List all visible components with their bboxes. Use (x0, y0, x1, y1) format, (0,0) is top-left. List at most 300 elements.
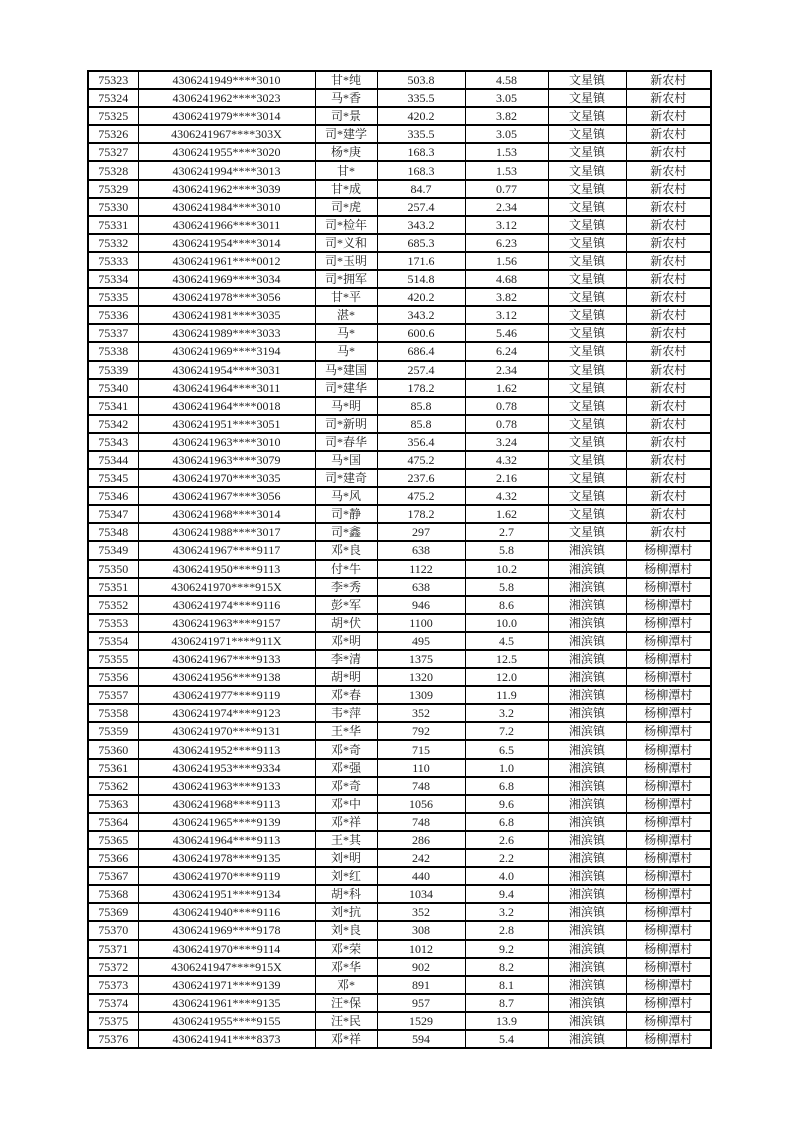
id-number-cell: 4306241974****9116 (138, 596, 315, 614)
value-2-cell: 6.5 (465, 740, 548, 758)
village-cell: 杨柳潭村 (626, 650, 711, 668)
index-cell: 75363 (88, 795, 138, 813)
value-2-cell: 4.0 (465, 867, 548, 885)
town-cell: 文星镇 (548, 397, 626, 415)
town-cell: 湘滨镇 (548, 632, 626, 650)
id-number-cell: 4306241964****9113 (138, 831, 315, 849)
table-row (88, 1030, 711, 1048)
index-cell: 75341 (88, 397, 138, 415)
name-cell: 马*建国 (315, 361, 377, 379)
name-cell: 甘*成 (315, 180, 377, 198)
town-cell: 文星镇 (548, 107, 626, 125)
town-cell: 文星镇 (548, 270, 626, 288)
index-cell: 75329 (88, 180, 138, 198)
id-number-cell: 4306241977****9119 (138, 686, 315, 704)
value-2-cell: 3.2 (465, 704, 548, 722)
value-2-cell: 4.32 (465, 487, 548, 505)
table-row (88, 958, 711, 976)
value-1-cell: 286 (377, 831, 465, 849)
name-cell: 司*静 (315, 505, 377, 523)
value-1-cell: 957 (377, 994, 465, 1012)
value-1-cell: 168.3 (377, 143, 465, 161)
town-cell: 文星镇 (548, 433, 626, 451)
id-number-cell: 4306241971****911X (138, 632, 315, 650)
id-number-cell: 4306241941****8373 (138, 1030, 315, 1048)
id-number-cell: 4306241951****3051 (138, 415, 315, 433)
town-cell: 湘滨镇 (548, 795, 626, 813)
table-row (88, 451, 711, 469)
value-2-cell: 3.05 (465, 125, 548, 143)
name-cell: 司*检年 (315, 216, 377, 234)
name-cell: 甘*纯 (315, 71, 377, 89)
id-number-cell: 4306241967****3056 (138, 487, 315, 505)
name-cell: 马*明 (315, 397, 377, 415)
village-cell: 新农村 (626, 198, 711, 216)
table-row (88, 632, 711, 650)
name-cell: 马* (315, 342, 377, 360)
village-cell: 新农村 (626, 89, 711, 107)
table-row (88, 379, 711, 397)
value-2-cell: 6.8 (465, 813, 548, 831)
town-cell: 湘滨镇 (548, 867, 626, 885)
value-1-cell: 420.2 (377, 288, 465, 306)
table-row (88, 234, 711, 252)
table-row (88, 342, 711, 360)
index-cell: 75354 (88, 632, 138, 650)
table-row (88, 740, 711, 758)
table-row (88, 903, 711, 921)
town-cell: 湘滨镇 (548, 777, 626, 795)
village-cell: 新农村 (626, 324, 711, 342)
value-2-cell: 2.16 (465, 469, 548, 487)
index-cell: 75347 (88, 505, 138, 523)
town-cell: 湘滨镇 (548, 831, 626, 849)
name-cell: 司*春华 (315, 433, 377, 451)
town-cell: 湘滨镇 (548, 740, 626, 758)
village-cell: 杨柳潭村 (626, 541, 711, 559)
value-1-cell: 1100 (377, 614, 465, 632)
village-cell: 杨柳潭村 (626, 795, 711, 813)
table-row (88, 143, 711, 161)
value-1-cell: 792 (377, 722, 465, 740)
value-2-cell: 9.4 (465, 885, 548, 903)
value-1-cell: 946 (377, 596, 465, 614)
value-1-cell: 84.7 (377, 180, 465, 198)
index-cell: 75353 (88, 614, 138, 632)
name-cell: 刘*明 (315, 849, 377, 867)
value-2-cell: 8.2 (465, 958, 548, 976)
town-cell: 文星镇 (548, 71, 626, 89)
value-1-cell: 594 (377, 1030, 465, 1048)
table-row (88, 795, 711, 813)
index-cell: 75331 (88, 216, 138, 234)
town-cell: 湘滨镇 (548, 813, 626, 831)
name-cell: 邓*奇 (315, 740, 377, 758)
village-cell: 杨柳潭村 (626, 867, 711, 885)
name-cell: 甘*平 (315, 288, 377, 306)
village-cell: 杨柳潭村 (626, 777, 711, 795)
id-number-cell: 4306241954****3014 (138, 234, 315, 252)
value-2-cell: 3.82 (465, 107, 548, 125)
town-cell: 湘滨镇 (548, 976, 626, 994)
name-cell: 邓*春 (315, 686, 377, 704)
id-number-cell: 4306241950****9113 (138, 560, 315, 578)
value-1-cell: 1529 (377, 1012, 465, 1030)
value-2-cell: 7.2 (465, 722, 548, 740)
index-cell: 75349 (88, 541, 138, 559)
table-row (88, 523, 711, 541)
town-cell: 湘滨镇 (548, 596, 626, 614)
village-cell: 新农村 (626, 125, 711, 143)
value-2-cell: 2.34 (465, 361, 548, 379)
id-number-cell: 4306241962****3039 (138, 180, 315, 198)
index-cell: 75358 (88, 704, 138, 722)
town-cell: 湘滨镇 (548, 704, 626, 722)
town-cell: 湘滨镇 (548, 650, 626, 668)
id-number-cell: 4306241963****9133 (138, 777, 315, 795)
table-row (88, 487, 711, 505)
id-number-cell: 4306241955****9155 (138, 1012, 315, 1030)
village-cell: 杨柳潭村 (626, 976, 711, 994)
table-row (88, 777, 711, 795)
value-2-cell: 5.46 (465, 324, 548, 342)
town-cell: 文星镇 (548, 143, 626, 161)
id-number-cell: 4306241970****915X (138, 578, 315, 596)
index-cell: 75351 (88, 578, 138, 596)
id-number-cell: 4306241981****3035 (138, 306, 315, 324)
village-cell: 新农村 (626, 451, 711, 469)
name-cell: 邓*强 (315, 759, 377, 777)
town-cell: 文星镇 (548, 198, 626, 216)
id-number-cell: 4306241969****3194 (138, 342, 315, 360)
town-cell: 文星镇 (548, 89, 626, 107)
index-cell: 75332 (88, 234, 138, 252)
index-cell: 75334 (88, 270, 138, 288)
value-1-cell: 1034 (377, 885, 465, 903)
value-1-cell: 343.2 (377, 216, 465, 234)
id-number-cell: 4306241967****303X (138, 125, 315, 143)
town-cell: 湘滨镇 (548, 849, 626, 867)
index-cell: 75346 (88, 487, 138, 505)
name-cell: 邓*中 (315, 795, 377, 813)
value-1-cell: 352 (377, 903, 465, 921)
index-cell: 75362 (88, 777, 138, 795)
town-cell: 湘滨镇 (548, 940, 626, 958)
table-row (88, 994, 711, 1012)
name-cell: 甘* (315, 161, 377, 179)
value-1-cell: 891 (377, 976, 465, 994)
village-cell: 新农村 (626, 180, 711, 198)
table-row (88, 686, 711, 704)
table-row (88, 107, 711, 125)
table-row (88, 813, 711, 831)
name-cell: 邓*华 (315, 958, 377, 976)
value-1-cell: 638 (377, 541, 465, 559)
table-row (88, 614, 711, 632)
value-1-cell: 110 (377, 759, 465, 777)
village-cell: 杨柳潭村 (626, 994, 711, 1012)
table-row (88, 867, 711, 885)
value-2-cell: 1.53 (465, 143, 548, 161)
value-2-cell: 2.8 (465, 921, 548, 939)
value-2-cell: 1.56 (465, 252, 548, 270)
table-row (88, 125, 711, 143)
name-cell: 司*建学 (315, 125, 377, 143)
value-1-cell: 343.2 (377, 306, 465, 324)
value-1-cell: 440 (377, 867, 465, 885)
name-cell: 马*国 (315, 451, 377, 469)
town-cell: 文星镇 (548, 342, 626, 360)
value-1-cell: 356.4 (377, 433, 465, 451)
table-row (88, 578, 711, 596)
id-number-cell: 4306241964****3011 (138, 379, 315, 397)
name-cell: 胡*伏 (315, 614, 377, 632)
village-cell: 杨柳潭村 (626, 1030, 711, 1048)
table-row (88, 596, 711, 614)
value-2-cell: 13.9 (465, 1012, 548, 1030)
value-1-cell: 297 (377, 523, 465, 541)
village-cell: 新农村 (626, 342, 711, 360)
index-cell: 75366 (88, 849, 138, 867)
town-cell: 文星镇 (548, 324, 626, 342)
id-number-cell: 4306241978****9135 (138, 849, 315, 867)
name-cell: 汪*民 (315, 1012, 377, 1030)
village-cell: 杨柳潭村 (626, 722, 711, 740)
name-cell: 司*义和 (315, 234, 377, 252)
town-cell: 文星镇 (548, 505, 626, 523)
index-cell: 75371 (88, 940, 138, 958)
value-1-cell: 178.2 (377, 505, 465, 523)
town-cell: 文星镇 (548, 234, 626, 252)
index-cell: 75361 (88, 759, 138, 777)
value-2-cell: 6.8 (465, 777, 548, 795)
id-number-cell: 4306241988****3017 (138, 523, 315, 541)
value-1-cell: 1012 (377, 940, 465, 958)
id-number-cell: 4306241970****9119 (138, 867, 315, 885)
name-cell: 王*华 (315, 722, 377, 740)
value-1-cell: 1375 (377, 650, 465, 668)
index-cell: 75344 (88, 451, 138, 469)
index-cell: 75342 (88, 415, 138, 433)
index-cell: 75373 (88, 976, 138, 994)
value-1-cell: 171.6 (377, 252, 465, 270)
village-cell: 新农村 (626, 487, 711, 505)
village-cell: 杨柳潭村 (626, 596, 711, 614)
table-row (88, 252, 711, 270)
table-row (88, 89, 711, 107)
id-number-cell: 4306241971****9139 (138, 976, 315, 994)
index-cell: 75348 (88, 523, 138, 541)
town-cell: 文星镇 (548, 523, 626, 541)
name-cell: 刘*红 (315, 867, 377, 885)
village-cell: 杨柳潭村 (626, 578, 711, 596)
name-cell: 马*风 (315, 487, 377, 505)
value-2-cell: 8.1 (465, 976, 548, 994)
index-cell: 75328 (88, 161, 138, 179)
table-row (88, 161, 711, 179)
id-number-cell: 4306241970****9131 (138, 722, 315, 740)
name-cell: 司*虎 (315, 198, 377, 216)
name-cell: 司*拥军 (315, 270, 377, 288)
value-2-cell: 9.2 (465, 940, 548, 958)
id-number-cell: 4306241952****9113 (138, 740, 315, 758)
table-row (88, 216, 711, 234)
village-cell: 新农村 (626, 379, 711, 397)
value-2-cell: 4.58 (465, 71, 548, 89)
id-number-cell: 4306241961****0012 (138, 252, 315, 270)
index-cell: 75338 (88, 342, 138, 360)
value-1-cell: 495 (377, 632, 465, 650)
value-1-cell: 85.8 (377, 415, 465, 433)
index-cell: 75367 (88, 867, 138, 885)
value-2-cell: 6.24 (465, 342, 548, 360)
value-2-cell: 3.12 (465, 306, 548, 324)
town-cell: 文星镇 (548, 216, 626, 234)
village-cell: 杨柳潭村 (626, 885, 711, 903)
value-1-cell: 168.3 (377, 161, 465, 179)
table-row (88, 71, 711, 89)
index-cell: 75323 (88, 71, 138, 89)
id-number-cell: 4306241963****9157 (138, 614, 315, 632)
name-cell: 邓*奇 (315, 777, 377, 795)
index-cell: 75337 (88, 324, 138, 342)
value-2-cell: 2.34 (465, 198, 548, 216)
index-cell: 75368 (88, 885, 138, 903)
name-cell: 邓*祥 (315, 1030, 377, 1048)
name-cell: 胡*明 (315, 668, 377, 686)
id-number-cell: 4306241953****9334 (138, 759, 315, 777)
town-cell: 文星镇 (548, 288, 626, 306)
name-cell: 付*牛 (315, 560, 377, 578)
table-row (88, 306, 711, 324)
value-2-cell: 5.8 (465, 541, 548, 559)
table-row (88, 668, 711, 686)
name-cell: 司*玉明 (315, 252, 377, 270)
index-cell: 75330 (88, 198, 138, 216)
id-number-cell: 4306241979****3014 (138, 107, 315, 125)
name-cell: 邓*祥 (315, 813, 377, 831)
id-number-cell: 4306241978****3056 (138, 288, 315, 306)
table-row (88, 505, 711, 523)
village-cell: 新农村 (626, 288, 711, 306)
town-cell: 湘滨镇 (548, 668, 626, 686)
town-cell: 湘滨镇 (548, 722, 626, 740)
index-cell: 75370 (88, 921, 138, 939)
value-1-cell: 85.8 (377, 397, 465, 415)
village-cell: 杨柳潭村 (626, 614, 711, 632)
value-2-cell: 3.05 (465, 89, 548, 107)
value-1-cell: 715 (377, 740, 465, 758)
village-cell: 杨柳潭村 (626, 813, 711, 831)
index-cell: 75343 (88, 433, 138, 451)
id-number-cell: 4306241940****9116 (138, 903, 315, 921)
value-2-cell: 3.12 (465, 216, 548, 234)
village-cell: 新农村 (626, 216, 711, 234)
table-row (88, 198, 711, 216)
index-cell: 75327 (88, 143, 138, 161)
value-1-cell: 503.8 (377, 71, 465, 89)
name-cell: 李*秀 (315, 578, 377, 596)
value-2-cell: 8.7 (465, 994, 548, 1012)
town-cell: 湘滨镇 (548, 958, 626, 976)
value-2-cell: 1.0 (465, 759, 548, 777)
value-1-cell: 237.6 (377, 469, 465, 487)
village-cell: 杨柳潭村 (626, 849, 711, 867)
town-cell: 文星镇 (548, 161, 626, 179)
table-row (88, 976, 711, 994)
table-row (88, 885, 711, 903)
village-cell: 新农村 (626, 270, 711, 288)
name-cell: 韦*萍 (315, 704, 377, 722)
value-1-cell: 748 (377, 813, 465, 831)
village-cell: 杨柳潭村 (626, 958, 711, 976)
table-row (88, 849, 711, 867)
index-cell: 75372 (88, 958, 138, 976)
index-cell: 75376 (88, 1030, 138, 1048)
table-row (88, 324, 711, 342)
town-cell: 文星镇 (548, 180, 626, 198)
index-cell: 75369 (88, 903, 138, 921)
value-1-cell: 335.5 (377, 125, 465, 143)
name-cell: 刘*良 (315, 921, 377, 939)
table-row (88, 1012, 711, 1030)
id-number-cell: 4306241968****9113 (138, 795, 315, 813)
name-cell: 杨*庚 (315, 143, 377, 161)
index-cell: 75365 (88, 831, 138, 849)
village-cell: 新农村 (626, 234, 711, 252)
table-row (88, 650, 711, 668)
value-1-cell: 1056 (377, 795, 465, 813)
village-cell: 新农村 (626, 306, 711, 324)
name-cell: 司*新明 (315, 415, 377, 433)
value-1-cell: 242 (377, 849, 465, 867)
village-cell: 杨柳潭村 (626, 704, 711, 722)
table-row (88, 759, 711, 777)
index-cell: 75325 (88, 107, 138, 125)
value-1-cell: 475.2 (377, 451, 465, 469)
table-row (88, 433, 711, 451)
id-number-cell: 4306241949****3010 (138, 71, 315, 89)
town-cell: 文星镇 (548, 361, 626, 379)
town-cell: 文星镇 (548, 487, 626, 505)
id-number-cell: 4306241970****9114 (138, 940, 315, 958)
name-cell: 李*清 (315, 650, 377, 668)
value-2-cell: 2.6 (465, 831, 548, 849)
table-row (88, 288, 711, 306)
table-row (88, 940, 711, 958)
name-cell: 司*建华 (315, 379, 377, 397)
index-cell: 75340 (88, 379, 138, 397)
index-cell: 75355 (88, 650, 138, 668)
town-cell: 文星镇 (548, 306, 626, 324)
town-cell: 湘滨镇 (548, 1030, 626, 1048)
village-cell: 新农村 (626, 161, 711, 179)
id-number-cell: 4306241956****9138 (138, 668, 315, 686)
name-cell: 司*景 (315, 107, 377, 125)
value-2-cell: 2.7 (465, 523, 548, 541)
name-cell: 马*香 (315, 89, 377, 107)
index-cell: 75364 (88, 813, 138, 831)
village-cell: 杨柳潭村 (626, 686, 711, 704)
name-cell: 司*建奇 (315, 469, 377, 487)
table-row (88, 831, 711, 849)
town-cell: 文星镇 (548, 125, 626, 143)
table-row (88, 270, 711, 288)
town-cell: 湘滨镇 (548, 921, 626, 939)
id-number-cell: 4306241951****9134 (138, 885, 315, 903)
village-cell: 新农村 (626, 433, 711, 451)
town-cell: 文星镇 (548, 415, 626, 433)
